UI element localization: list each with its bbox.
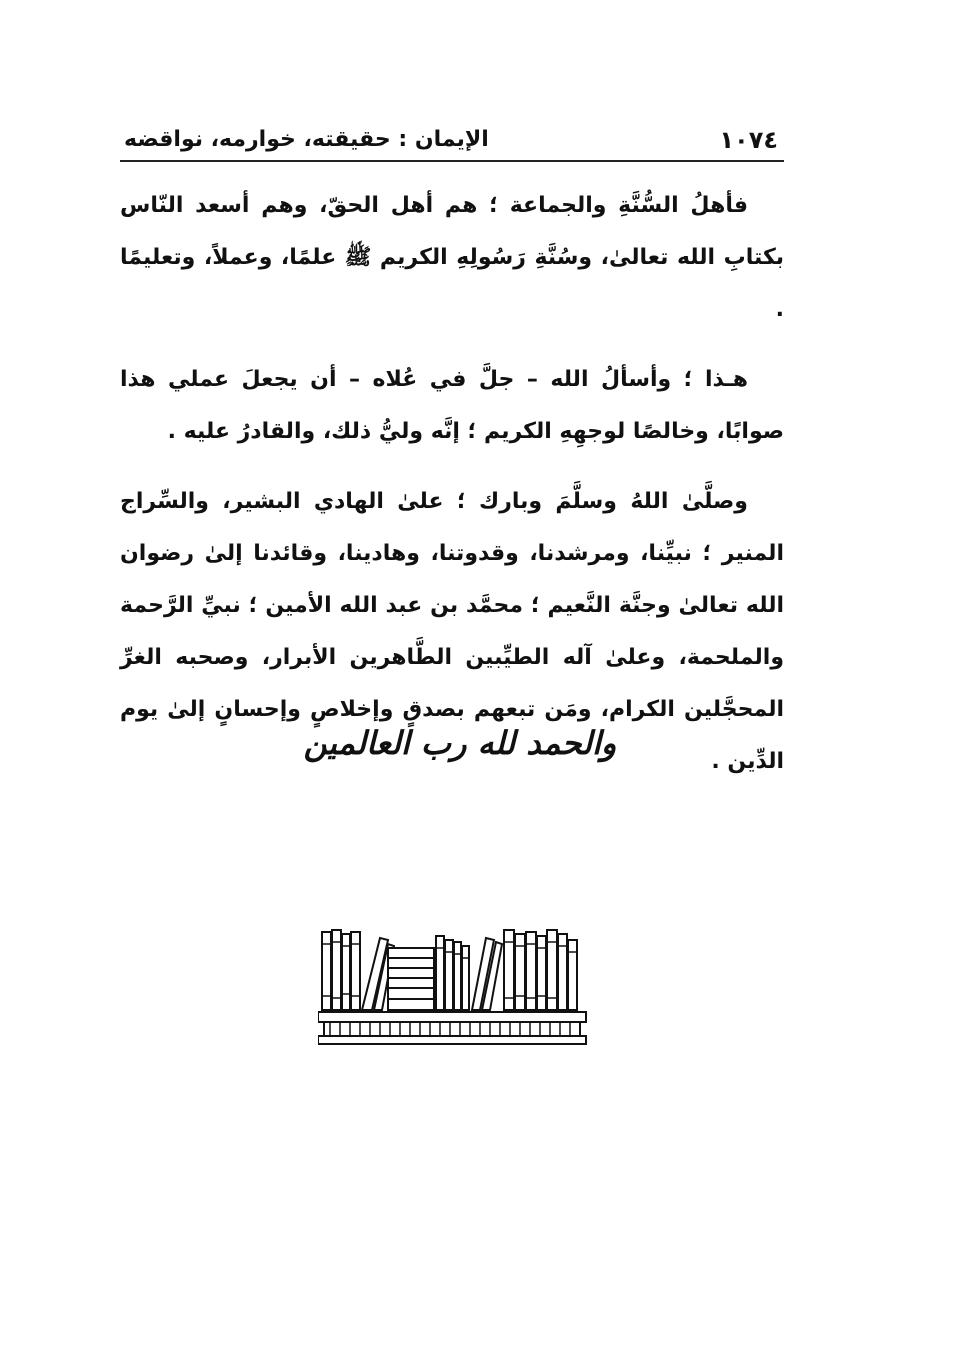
header-rule	[120, 160, 784, 162]
bookshelf-icon	[318, 926, 590, 1048]
paragraph-3: وصلَّىٰ اللهُ وسلَّمَ وبارك ؛ علىٰ الهادي البشير، والسِّراج المنير ؛ نبيِّنا، ومرشدنا، وقدوتنا، وهادينا، وقائدنا إلىٰ رضوان الله تعالىٰ وجنَّة النَّعيم ؛ محمَّد بن عبد الله الأمين ؛ نبيِّ الرَّحمة والملحمة، وعلىٰ آله الطيِّبين الطَّاهرين الأبرار، وصحبه الغرِّ المحجَّلين الكرام، ومَن تبعهم بصدقٍ وإخلاصٍ وإحسانٍ إلىٰ يوم الدِّين .	[120, 489, 784, 774]
body-text	[120, 180, 784, 806]
closing-calligraphy: والحمد لله رب العالمين	[303, 724, 617, 762]
paragraph-1: فأهلُ السُّنَّةِ والجماعة ؛ هم أهل الحقّ، وهم أسعد النّاس بكتابِ الله تعالىٰ، وسُنَّةِ رَسُولِهِ الكريم ﷺ علمًا، وعملاً، وتعليمًا .	[120, 193, 784, 322]
page-header	[120, 122, 780, 158]
page-number: ١٠٧٤	[719, 126, 778, 154]
paragraph-2: هـذا ؛ وأسألُ الله – جلَّ في عُلاه – أن يجعلَ عملي هذا صوابًا، وخالصًا لوجهِهِ الكريم ؛ إنَّه وليُّ ذلك، والقادرُ عليه .	[120, 367, 784, 444]
running-title: الإيمان : حقيقته، خوارمه، نواقضه	[124, 127, 489, 152]
